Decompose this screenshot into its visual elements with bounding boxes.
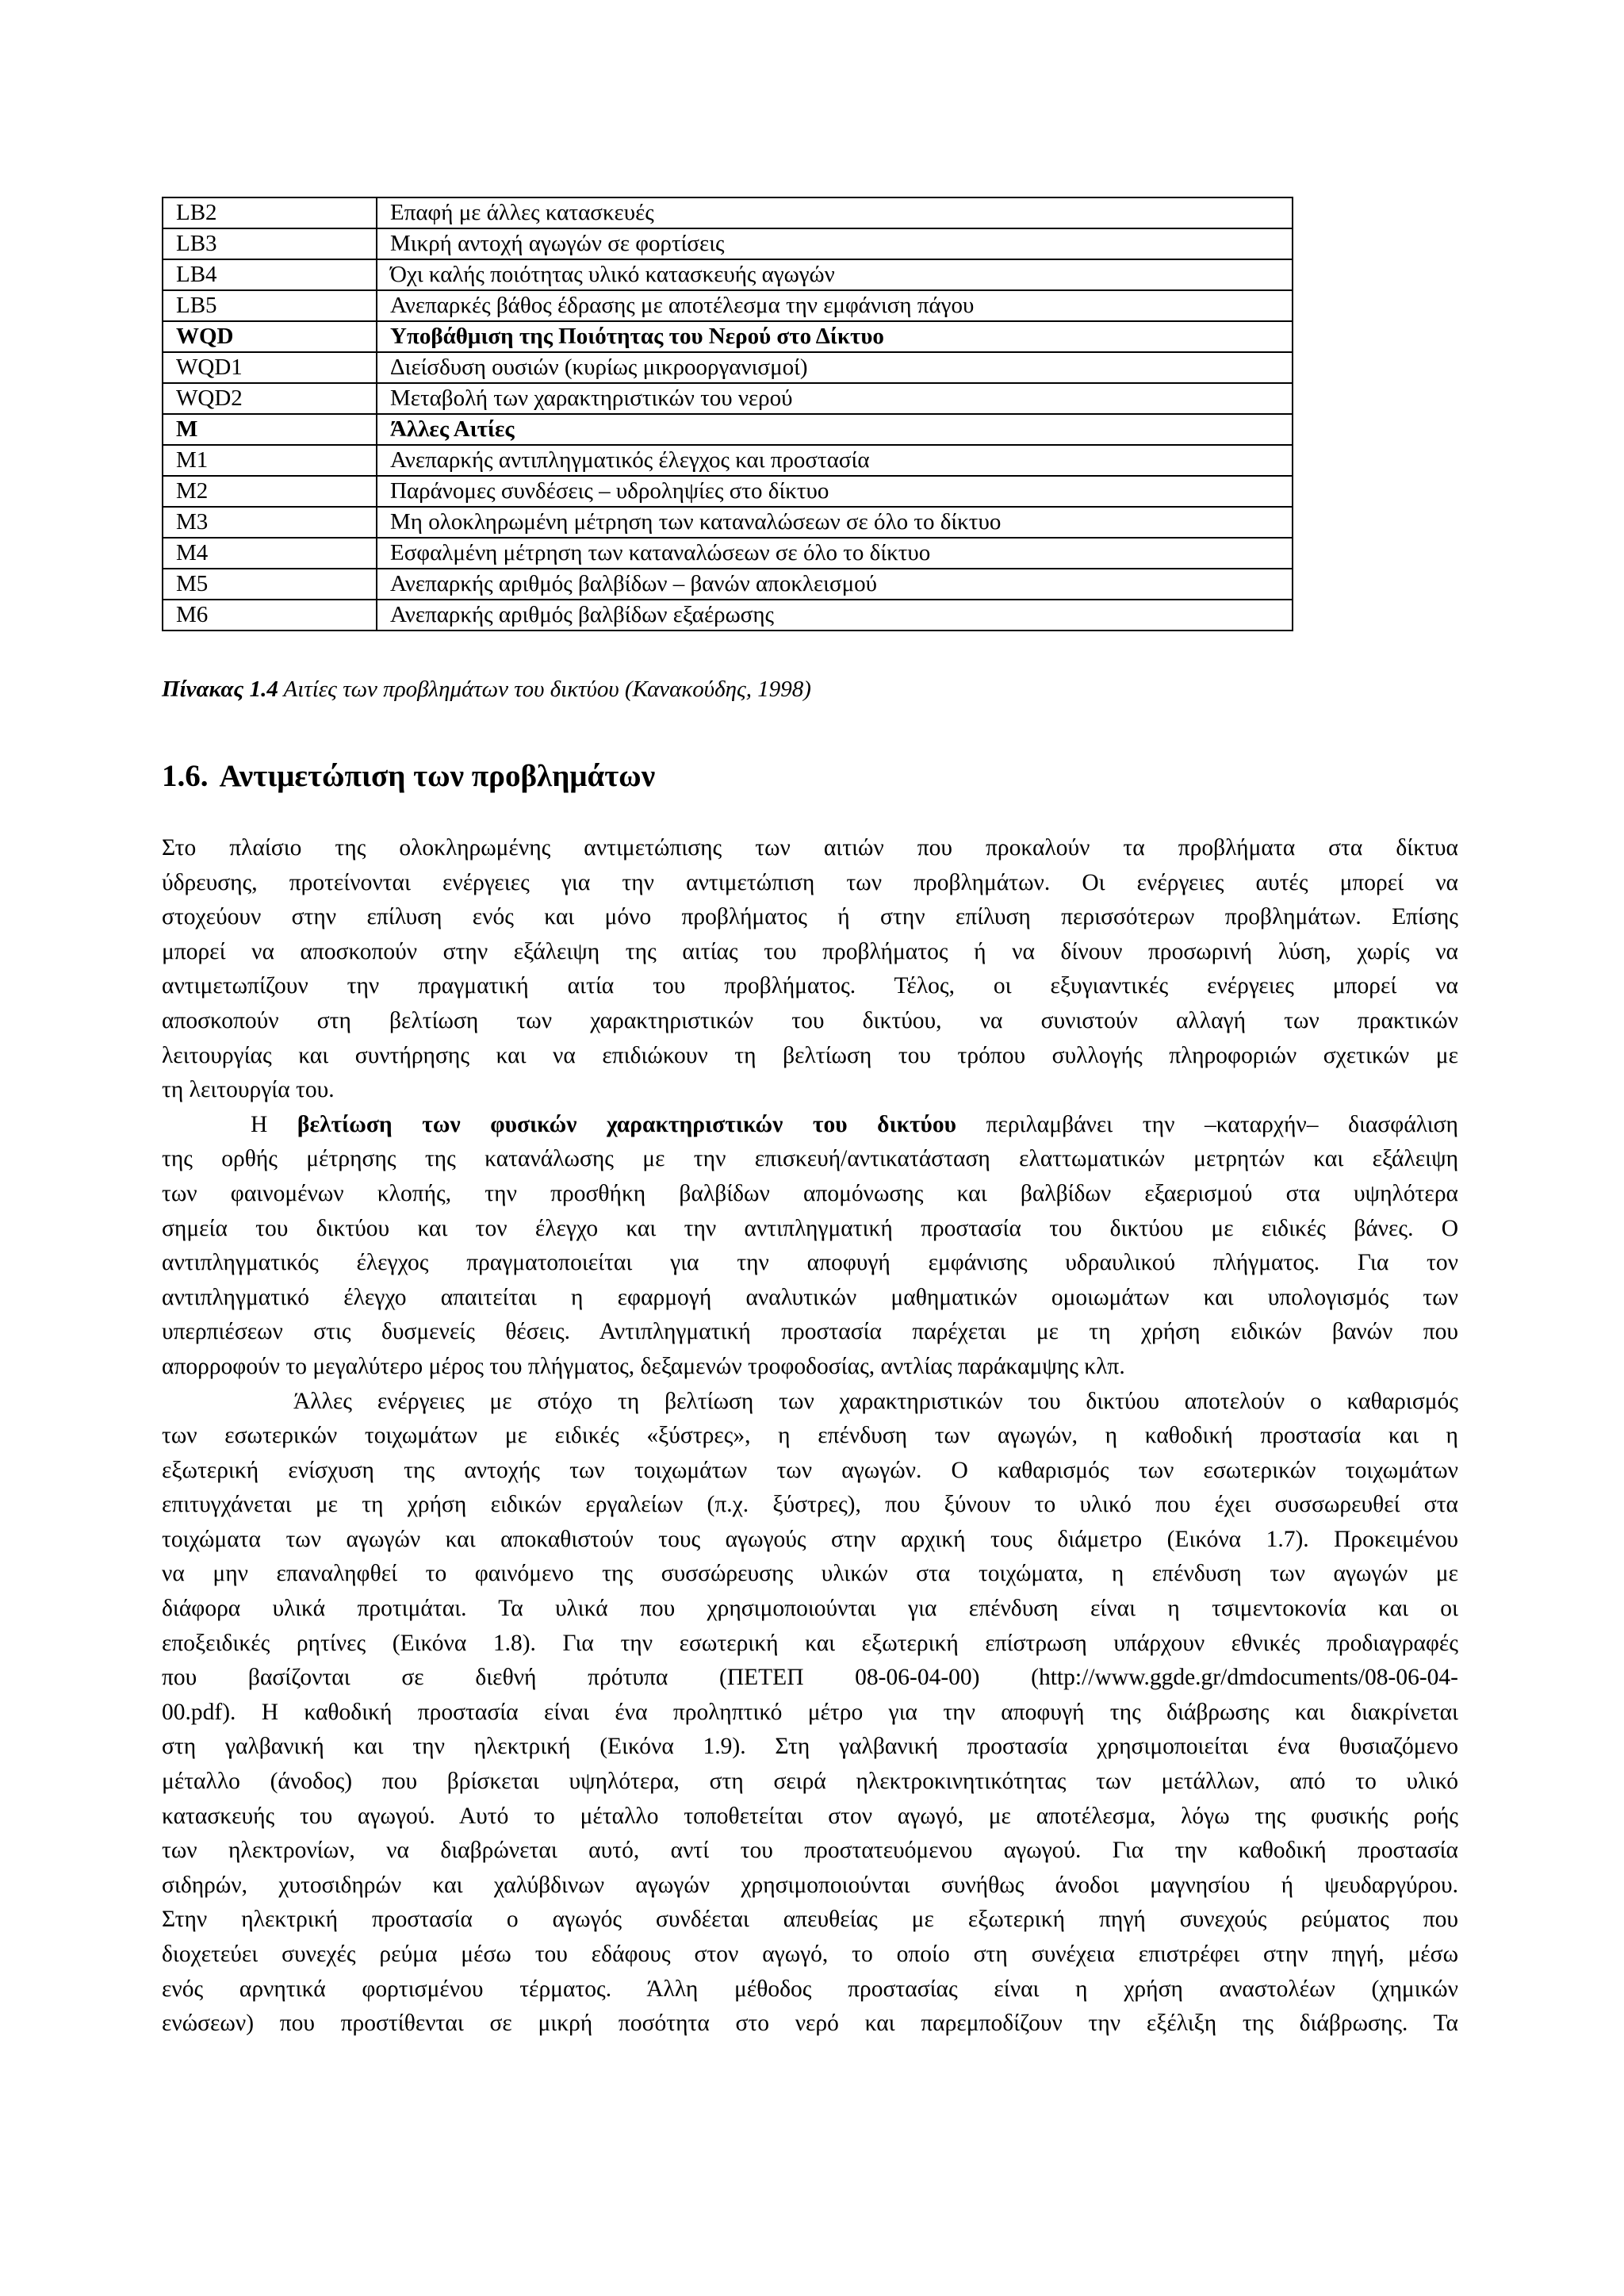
body-line-text: αντιπληγματικός έλεγχος πραγματοποιείται για την αποφυγή εμφάνισης υδραυλικού πλήγματος. Για τον [162, 1250, 1458, 1276]
body-line-text: στοχεύουν στην επίλυση ενός και μόνο προβλήματος ή στην επίλυση περισσότερων προβλημάτων. Επίσης [162, 904, 1458, 930]
table-row [163, 259, 1293, 290]
cause-description: Παράνομες συνδέσεις – υδροληψίες στο δίκτυο [377, 476, 1293, 507]
caption-text: Αιτίες των προβλημάτων του δικτύου (Κανακούδης, 1998) [278, 677, 811, 702]
body-line [162, 1938, 1458, 1972]
cause-description: Ανεπαρκής αριθμός βαλβίδων – βανών αποκλεισμού [377, 569, 1293, 600]
cause-description: Ανεπαρκής αντιπληγματικός έλεγχος και προστασία [377, 445, 1293, 476]
body-line-text: Στην ηλεκτρική προστασία ο αγωγός συνδέεται απευθείας με εξωτερική πηγή συνεχούς ρεύματος που [162, 1907, 1458, 1933]
body-line [162, 1730, 1458, 1765]
body-line-text: ύδρευσης, προτείνονται ενέργειες για την αντιμετώπιση των προβλημάτων. Οι ενέργειες αυτές μπορεί να [162, 869, 1458, 895]
section-heading [162, 758, 655, 794]
body-line [162, 1212, 1458, 1247]
cause-description: Άλλες Αιτίες [377, 414, 1293, 445]
body-line-text: κατασκευής του αγωγού. Αυτό το μέταλλο τοποθετείται στον αγωγό, με αποτέλεσμα, λόγω της φυσικής ροής [162, 1803, 1458, 1829]
body-text [162, 831, 1458, 2041]
body-line [162, 900, 1458, 935]
table-group-row [163, 321, 1293, 352]
body-line [162, 1627, 1458, 1662]
cause-code: WQD2 [163, 383, 377, 414]
body-line [162, 1039, 1458, 1074]
body-line [162, 1869, 1458, 1903]
body-line [162, 935, 1458, 970]
caption-number: 4 [266, 677, 278, 702]
caption-label: Πίνακας 1. [162, 677, 267, 702]
table-row [163, 600, 1293, 631]
body-line [162, 1488, 1458, 1523]
cause-code: WQD1 [163, 352, 377, 383]
body-line-text: Άλλες ενέργειες με στόχο τη βελτίωση των χαρακτηριστικών του δικτύου αποτελούν ο καθαρισμός [293, 1388, 1458, 1414]
causes-table [162, 197, 1293, 631]
body-line-text: της ορθής μέτρησης της κατανάλωσης με την επισκευή/αντικατάσταση ελαττωματικών μετρητών και εξάλειψη [162, 1146, 1458, 1172]
body-line-text: να μην επαναληφθεί το φαινόμενο της συσσώρευσης υλικών στα τοιχώματα, η επένδυση των αγωγών με [162, 1561, 1458, 1587]
body-line-text: των εσωτερικών τοιχωμάτων με ειδικές «ξύστρες», η επένδυση των αγωγών, η καθοδική προστασία και η [162, 1423, 1458, 1449]
cause-code: LB5 [163, 290, 377, 321]
body-line-text: μπορεί να αποσκοπούν στην εξάλειψη της αιτίας του προβλήματος ή να δίνουν προσωρινή λύση, χωρίς να [162, 938, 1458, 964]
body-line-text: αντιμετωπίζουν την πραγματική αιτία του προβλήματος. Τέλος, οι εξυγιαντικές ενέργειες μπορεί να [162, 973, 1458, 999]
body-line [162, 1419, 1458, 1454]
body-line [162, 1972, 1458, 2007]
table-row [163, 476, 1293, 507]
body-line-text: των φαινομένων κλοπής, την προσθήκη βαλβίδων απομόνωσης και βαλβίδων εξαερισμού στα υψηλότερα [162, 1180, 1458, 1206]
body-line-text: των ηλεκτρονίων, να διαβρώνεται αυτό, αντί του προστατευόμενου αγωγού. Για την καθοδική προστασία [162, 1838, 1458, 1864]
cause-code: M6 [163, 600, 377, 631]
table-row [163, 383, 1293, 414]
body-line-text: αποσκοπούν στη βελτίωση των χαρακτηριστικών του δικτύου, να συνιστούν αλλαγή των πρακτικών [162, 1007, 1458, 1033]
body-bold-phrase: βελτίωση των φυσικών χαρακτηριστικών του δικτύου [297, 1111, 956, 1137]
table-row [163, 569, 1293, 600]
body-line [162, 1557, 1458, 1592]
body-line [162, 1592, 1458, 1627]
body-line [162, 1661, 1458, 1696]
body-line-text: στη γαλβανική και την ηλεκτρική (Εικόνα 1.9). Στη γαλβανική προστασία χρησιμοποιείται ένα θυσιαζόμενο [162, 1734, 1458, 1760]
body-line-text: μέταλλο (άνοδος) που βρίσκεται υψηλότερα, στη σειρά ηλεκτροκινητικότητας των μετάλλων, από το υλικό [162, 1769, 1458, 1795]
body-line [162, 1834, 1458, 1869]
body-line-text: Στο πλαίσιο της ολοκληρωμένης αντιμετώπισης των αιτιών που προκαλούν τα προβλήματα στα δίκτυα [162, 835, 1458, 861]
cause-code: LB2 [163, 197, 377, 228]
body-line [162, 1142, 1458, 1177]
body-line-text: ενώσεων) που προστίθενται σε μικρή ποσότητα στο νερό και παρεμποδίζουν την εξέλιξη της διάβρωσης. Τα [162, 2010, 1458, 2037]
cause-code: M5 [163, 569, 377, 600]
cause-description: Μη ολοκληρωμένη μέτρηση των καταναλώσεων σε όλο το δίκτυο [377, 507, 1293, 538]
cause-description: Όχι καλής ποιότητας υλικό κατασκευής αγωγών [377, 259, 1293, 290]
cause-description: Υποβάθμιση της Ποιότητας του Νερού στο Δίκτυο [377, 321, 1293, 352]
cause-description: Επαφή με άλλες κατασκευές [377, 197, 1293, 228]
table-row [163, 228, 1293, 259]
causes-table-body [163, 197, 1293, 631]
section-number: 1.6. [162, 759, 209, 793]
table-row [163, 445, 1293, 476]
body-line-text: αντιπληγματικό έλεγχο απαιτείται η εφαρμογή αναλυτικών μαθηματικών ομοιωμάτων και υπολογισμός των [162, 1284, 1458, 1310]
cause-code: M3 [163, 507, 377, 538]
body-line [162, 1385, 1458, 1420]
body-line [162, 1177, 1458, 1212]
body-line-text: τη λειτουργία του. [162, 1077, 335, 1103]
body-line [162, 1350, 1458, 1385]
body-line [162, 1281, 1458, 1316]
body-line-text: διάφορα υλικά προτιμάται. Τα υλικά που χρησιμοποιούνται για επένδυση είναι η τσιμεντοκονία και οι [162, 1596, 1458, 1622]
cause-code: LB4 [163, 259, 377, 290]
body-line [162, 1800, 1458, 1834]
table-row [163, 197, 1293, 228]
cause-description: Διείσδυση ουσιών (κυρίως μικροοργανισμοί) [377, 352, 1293, 383]
section-title: Αντιμετώπιση των προβλημάτων [219, 759, 656, 793]
body-line-text: εποξειδικές ρητίνες (Εικόνα 1.8). Για την εσωτερική και εξωτερική επίστρωση υπάρχουν εθνικές προδιαγραφές [162, 1630, 1458, 1656]
body-line [162, 1903, 1458, 1938]
body-line [162, 1108, 1458, 1143]
body-line [162, 1004, 1458, 1039]
body-line-text: διοχετεύει συνεχές ρεύμα μέσω του εδάφους στον αγωγό, το οποίο στη συνέχεια επιστρέφει στην πηγή, μέσω [162, 1941, 1458, 1967]
body-line [162, 1696, 1458, 1731]
cause-description: Μικρή αντοχή αγωγών σε φορτίσεις [377, 228, 1293, 259]
body-line [162, 1765, 1458, 1800]
body-line-text: απορροφούν το μεγαλύτερο μέρος του πλήγματος, δεξαμενών τροφοδοσίας, αντλίας παράκαμψης κλπ. [162, 1353, 1125, 1379]
cause-code: M2 [163, 476, 377, 507]
body-line [162, 969, 1458, 1004]
body-line [162, 866, 1458, 901]
body-line [162, 1246, 1458, 1281]
body-line-text: 00.pdf). Η καθοδική προστασία είναι ένα προληπτικό μέτρο για την αποφυγή της διάβρωσης και διακρίνεται [162, 1699, 1458, 1725]
table-row [163, 507, 1293, 538]
cause-description: Ανεπαρκές βάθος έδρασης με αποτέλεσμα την εμφάνιση πάγου [377, 290, 1293, 321]
body-line-text: σημεία του δικτύου και τον έλεγχο και την αντιπληγματική προστασία του δικτύου με ειδικές βάνες. Ο [162, 1215, 1458, 1241]
body-line [162, 1315, 1458, 1350]
body-line-text: που βασίζονται σε διεθνή πρότυπα (ΠΕΤΕΠ 08-06-04-00) (http://www.ggde.gr/dmdocuments/08-06-04- [162, 1665, 1458, 1691]
cause-code: LB3 [163, 228, 377, 259]
table-row [163, 538, 1293, 569]
body-line-text: ενός αρνητικά φορτισμένου τέρματος. Άλλη μέθοδος προστασίας είναι η χρήση αναστολέων (χημικών [162, 1976, 1458, 2002]
cause-code: M4 [163, 538, 377, 569]
table-caption [162, 677, 811, 703]
body-line-prefix: Η [251, 1111, 297, 1137]
body-line-text: τοιχώματα των αγωγών και αποκαθιστούν τους αγωγούς στην αρχική τους διάμετρο (Εικόνα 1.7). Προκειμένου [162, 1526, 1458, 1552]
table-row [163, 352, 1293, 383]
body-line-text: εξωτερική ενίσχυση της αντοχής των τοιχωμάτων των αγωγών. Ο καθαρισμός των εσωτερικών τοιχωμάτων [162, 1457, 1458, 1483]
body-line-text: λειτουργίας και συντήρησης και να επιδιώκουν τη βελτίωση του τρόπου συλλογής πληροφοριών σχετικών με [162, 1042, 1458, 1068]
body-line [162, 2007, 1458, 2041]
body-line-text: υπερπιέσεων στις δυσμενείς θέσεις. Αντιπληγματική προστασία παρέχεται με τη χρήση ειδικών βανών που [162, 1319, 1458, 1345]
body-line [162, 1454, 1458, 1489]
table-row [163, 290, 1293, 321]
cause-code: WQD [163, 321, 377, 352]
body-line-text: περιλαμβάνει την –καταρχήν– διασφάλιση [956, 1111, 1458, 1137]
table-group-row [163, 414, 1293, 445]
cause-code: M [163, 414, 377, 445]
body-line-text: σιδηρών, χυτοσιδηρών και χαλύβδινων αγωγών χρησιμοποιούνται συνήθως άνοδοι μαγνησίου ή ψευδαργύρου. [162, 1872, 1458, 1898]
cause-description: Μεταβολή των χαρακτηριστικών του νερού [377, 383, 1293, 414]
cause-code: M1 [163, 445, 377, 476]
cause-description: Εσφαλμένη μέτρηση των καταναλώσεων σε όλο το δίκτυο [377, 538, 1293, 569]
cause-description: Ανεπαρκής αριθμός βαλβίδων εξαέρωσης [377, 600, 1293, 631]
body-line [162, 1073, 1458, 1108]
body-line [162, 831, 1458, 866]
body-line [162, 1523, 1458, 1558]
body-line-text: επιτυγχάνεται με τη χρήση ειδικών εργαλείων (π.χ. ξύστρες), που ξύνουν το υλικό που έχει συσσωρευθεί στα [162, 1492, 1458, 1518]
